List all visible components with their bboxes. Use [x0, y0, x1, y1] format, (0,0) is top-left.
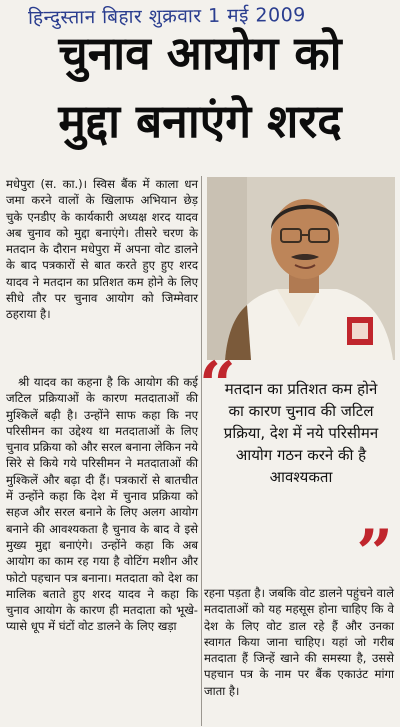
- headline-line-2: मुद्दा बनाएंगे शरद: [58, 94, 342, 148]
- open-quote-icon: “: [199, 348, 236, 423]
- article-paragraph-3: रहना पड़ता है। जबकि वोट डालने पहुंचने वाले मतदाताओं को यह महसूस होना चाहिए कि वे देश के लिए वोट डाल रहे हैं और उनका स्वागत किया जाना चाहिए। यहां जो गरीब मतदाता हैं जिन्हें खाने की समस्या है, उससे पहचान पत्र के नाम पर बैंक एकाउंट मांगा जाता है।: [204, 586, 394, 698]
- article-paragraph-1: मधेपुरा (स. का.)। स्विस बैंक में काला धन जमा करने वालों के खिलाफ अभियान छेड़ चुके एनडीए के कार्यकारी अध्यक्ष शरद यादव अब चुनाव को मुद्दा बनाएंगे। तीसरे चरण के मतदान के दौरान मधेपुरा में अपना वोट डालने के बाद पत्रकारों से बात करते हुए हुए शरद यादव ने मतदान का प्रतिशत कम होने के लिए सीधे तौर पर चुनाव आयोग को जिम्मेवार ठहराया है।: [6, 177, 198, 322]
- pull-quote-text: मतदान का प्रतिशत कम होने का कारण चुनाव की जटिल प्रक्रिया, देश में नये परिसीमन आयोग गठन करने की है आवश्यकता: [223, 380, 379, 486]
- pull-quote-box: [199, 348, 395, 591]
- handwritten-date-note: हिन्दुस्तान बिहार शुक्रवार 1 मई 2009: [27, 3, 306, 29]
- portrait-photo: [207, 177, 395, 360]
- person-portrait-illustration: [207, 177, 395, 360]
- article-paragraph-2: श्री यादव का कहना है कि आयोग की कई जटिल प्रक्रियाओं के कारण मतदाताओं की मुश्किलें बढ़ी है। उन्होंने साफ कहा कि नए परिसीमन का उद्देश्य था मतदाताओं के लिए चुनाव प्रक्रिया को और सरल बनाना लेकिन नये सिरे से किये गये परिसीमन ने मतदाताओं की मुश्किलें और बढ़ा दी हैं। पत्रकारों से बातचीत में उन्होंने कहा कि देश में चुनाव प्रक्रिया को सहज और सरल बनाने के लिए अलग आयोग बनाने की आवश्यकता है चुनाव के बाद वे इसे मुख्य मुद्दा बनाएंगे। उन्होंने कहा कि अब आयोग का काम रह गया है वोटिंग मशीन और फोटो पहचान पत्र बनाना। मतदाता को देश का मालिक बताते हुए शरद यादव ने कहा कि चुनाव आयोग के कारण ही मतदाता को भूखे-प्यासे धूप में घंटों वोट डालने के लिए खड़ा: [6, 375, 198, 634]
- headline-line-1: चुनाव आयोग को: [58, 26, 342, 80]
- column-divider: [201, 176, 202, 726]
- close-quote-icon: ”: [356, 516, 393, 591]
